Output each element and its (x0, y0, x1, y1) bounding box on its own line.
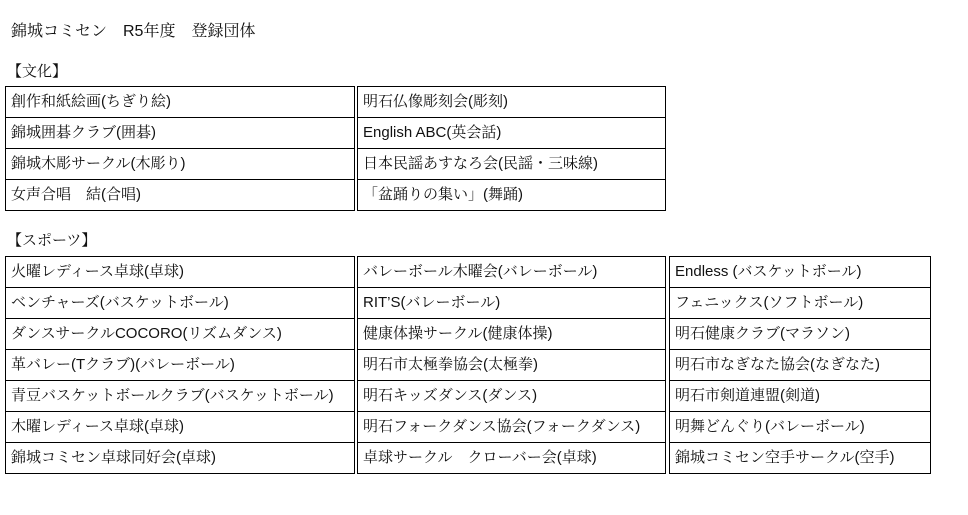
sports-group-cell: 錦城コミセン卓球同好会(卓球) (6, 442, 354, 473)
sports-heading: 【スポーツ】 (7, 232, 97, 249)
sports-group-cell: 明石市なぎなた協会(なぎなた) (670, 349, 930, 380)
sports-group-cell: 明石市剣道連盟(剣道) (670, 380, 930, 411)
sports-group-cell: 火曜レディース卓球(卓球) (11, 263, 185, 280)
sports-table-column-1 (5, 256, 355, 474)
sports-group-cell: バレーボール木曜会(バレーボール) (363, 263, 598, 280)
culture-group-cell: 錦城囲碁クラブ(囲碁) (6, 117, 354, 148)
page-title: 錦城コミセン R5年度 登録団体 (11, 23, 256, 40)
culture-group-cell: 女声合唱 結(合唱) (6, 179, 354, 210)
sports-group-cell: Endless (バスケットボール) (675, 263, 862, 280)
culture-group-cell: 「盆踊りの集い」(舞踊) (358, 179, 665, 210)
sports-group-cell: ダンスサークルCOCORO(リズムダンス) (6, 318, 354, 349)
culture-group-cell: English ABC(英会話) (358, 117, 665, 148)
sports-group-cell: フェニックス(ソフトボール) (670, 287, 930, 318)
sports-group-cell: 明石フォークダンス協会(フォークダンス) (358, 411, 665, 442)
sports-table-column-3 (669, 256, 931, 474)
sports-group-cell: 明石市太極拳協会(太極拳) (358, 349, 665, 380)
sports-group-cell: 明石キッズダンス(ダンス) (358, 380, 665, 411)
sports-group-cell: RIT’S(バレーボール) (358, 287, 665, 318)
sports-group-cell: 明舞どんぐり(バレーボール) (670, 411, 930, 442)
sports-group-cell: 錦城コミセン空手サークル(空手) (670, 442, 930, 473)
culture-heading: 【文化】 (7, 63, 68, 80)
culture-table-column-2 (357, 86, 666, 211)
sports-group-cell: 革バレー(Tクラブ)(バレーボール) (6, 349, 354, 380)
sports-group-cell: ベンチャーズ(バスケットボール) (6, 287, 354, 318)
sports-group-cell: 木曜レディース卓球(卓球) (6, 411, 354, 442)
sports-group-cell: 卓球サークル クローバー会(卓球) (358, 442, 665, 473)
culture-group-cell: 錦城木彫サークル(木彫り) (6, 148, 354, 179)
culture-group-cell: 創作和紙絵画(ちぎり絵) (11, 93, 171, 110)
culture-table-column-1 (5, 86, 355, 211)
culture-group-cell: 日本民謡あすなろ会(民謡・三味線) (358, 148, 665, 179)
sports-group-cell: 明石健康クラブ(マラソン) (670, 318, 930, 349)
sports-group-cell: 青豆バスケットボールクラブ(バスケットボール) (6, 380, 354, 411)
sports-table-column-2 (357, 256, 666, 474)
culture-group-cell: 明石仏像彫刻会(彫刻) (363, 93, 508, 110)
sports-group-cell: 健康体操サークル(健康体操) (358, 318, 665, 349)
